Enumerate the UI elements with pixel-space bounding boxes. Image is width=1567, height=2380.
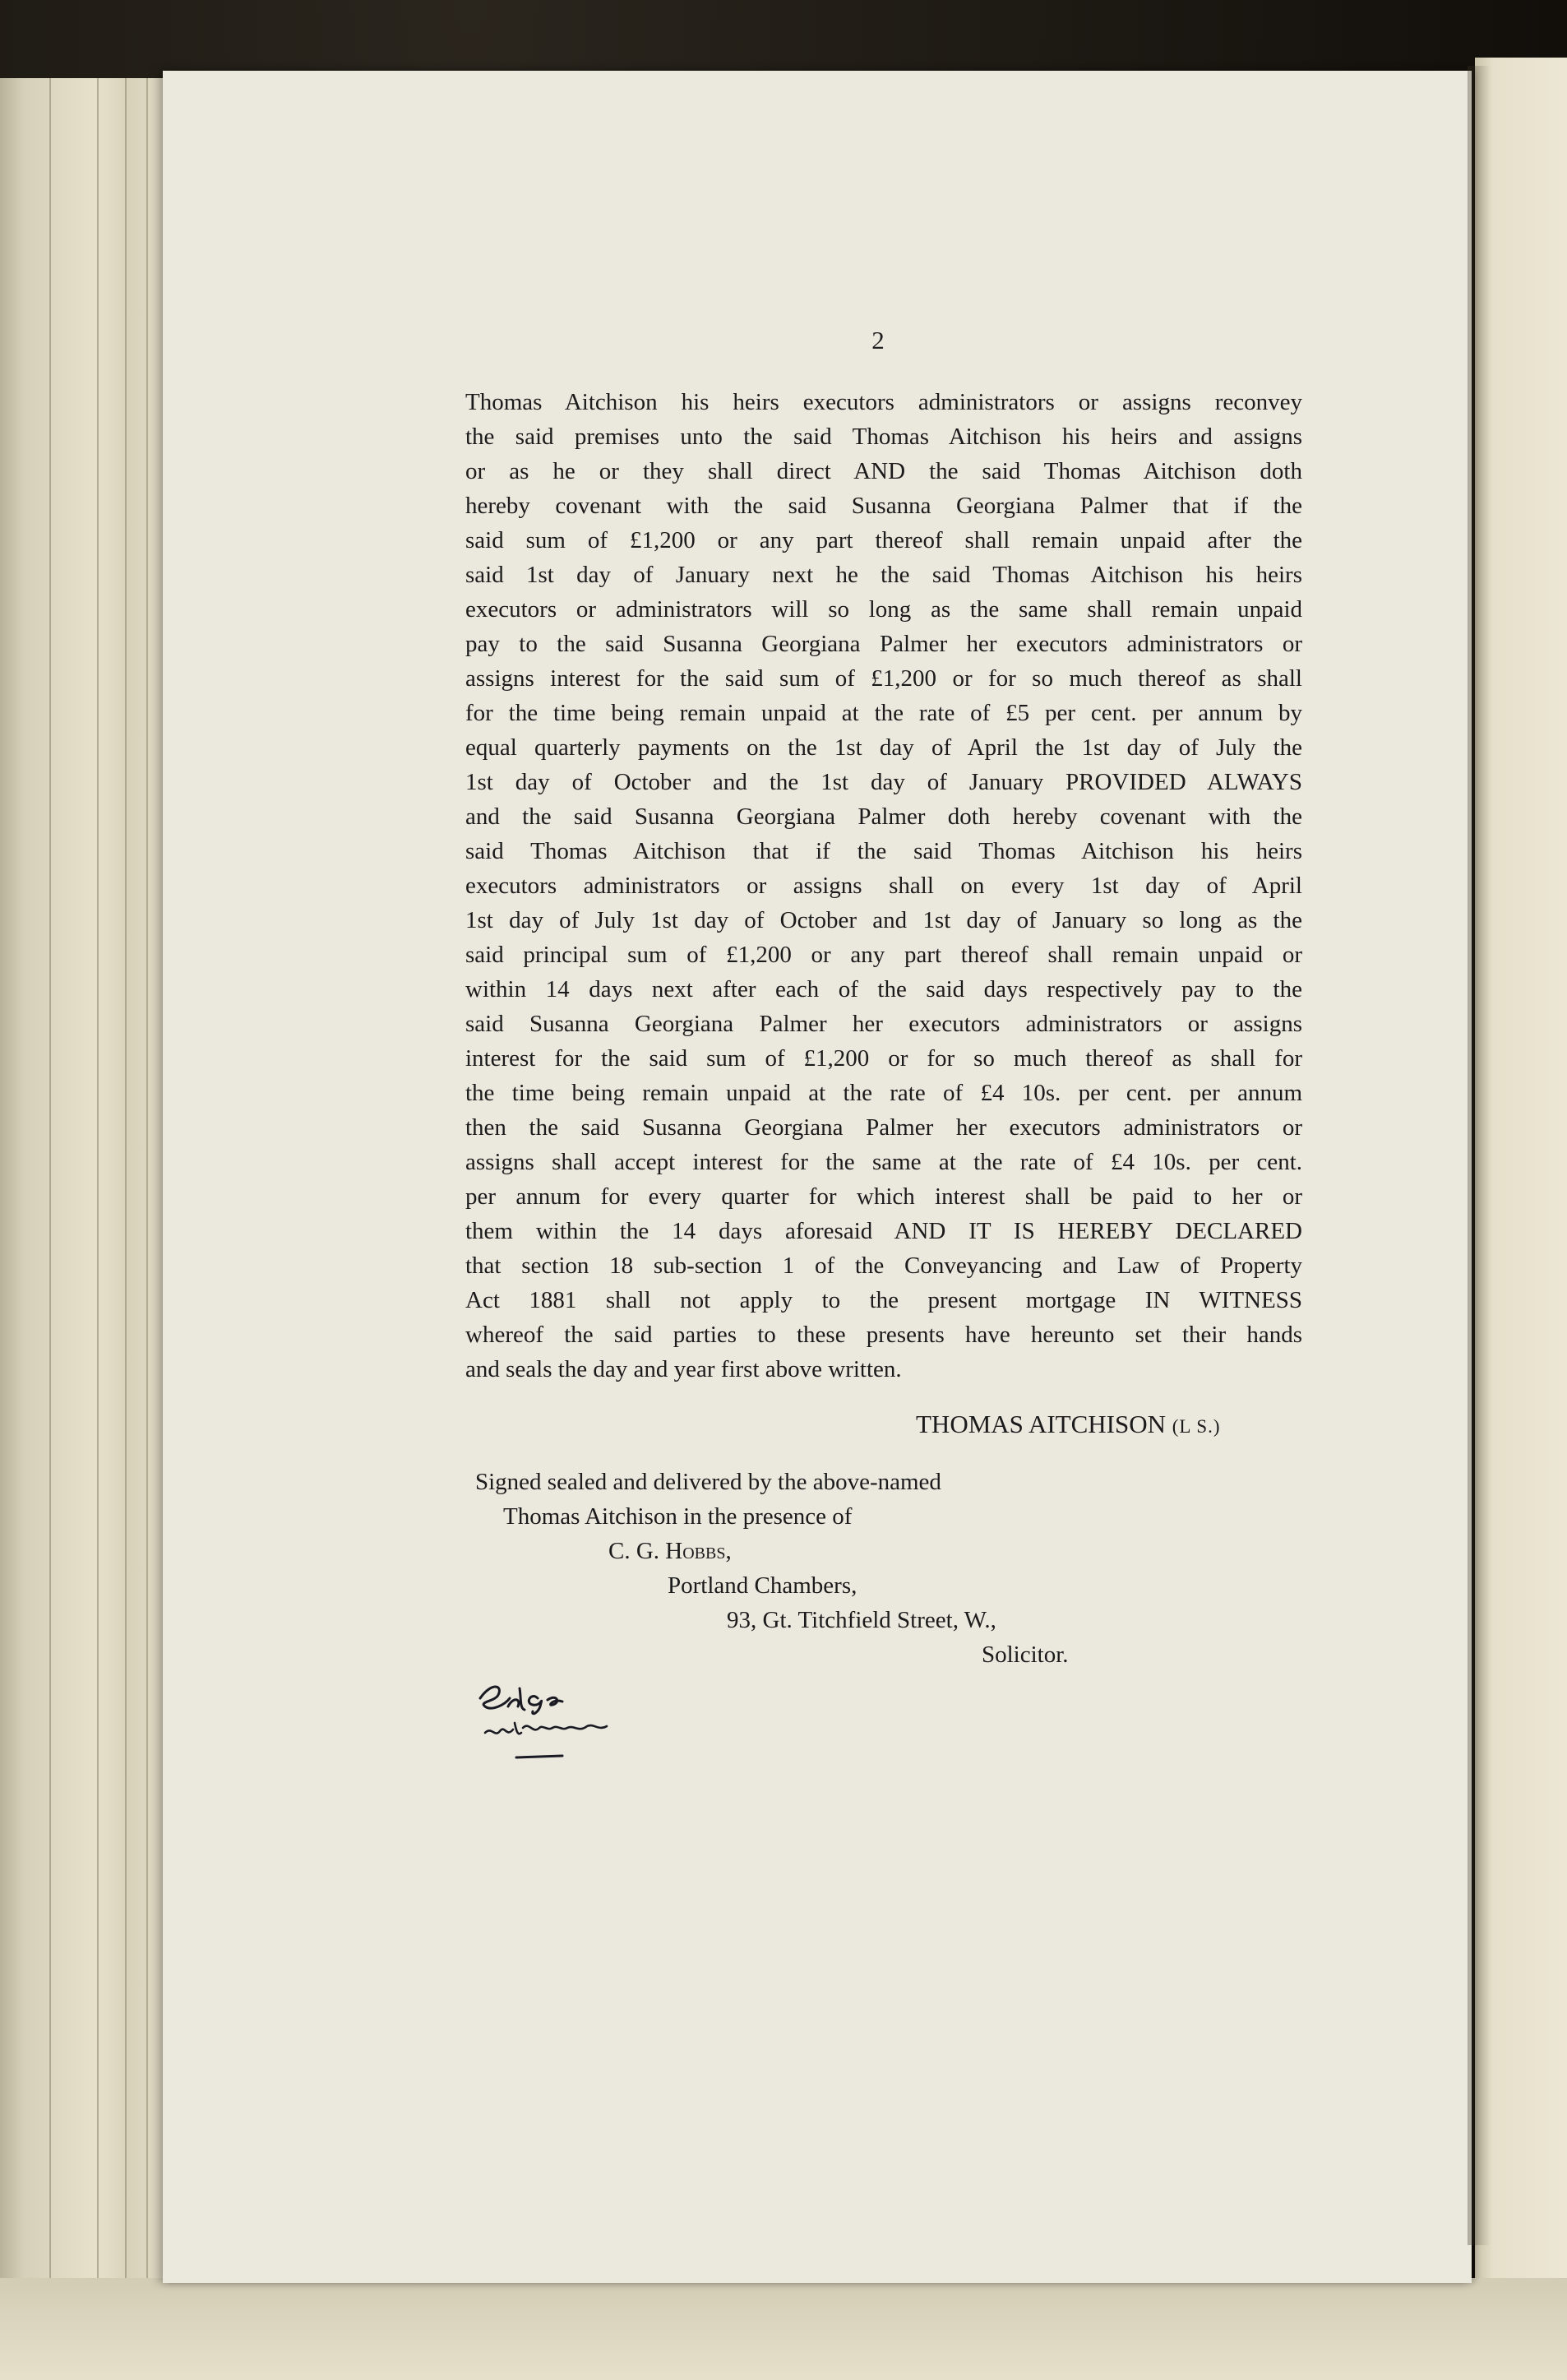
text-line: assigns interest for the said sum of £1,200 or for so much thereof as shall — [465, 665, 1302, 692]
witness-title: Solicitor. — [982, 1641, 1069, 1668]
text-line: said principal sum of £1,200 or any part thereof shall remain unpaid or — [465, 942, 1302, 968]
signatory-block — [916, 1410, 1221, 1439]
text-line: said Thomas Aitchison that if the said Thomas Aitchison his heirs — [465, 838, 1302, 864]
text-line: per annum for every quarter for which interest shall be paid to her or — [465, 1183, 1302, 1210]
page-edge-line — [125, 78, 127, 2299]
text-line: Thomas Aitchison his heirs executors administrators or assigns reconvey — [465, 389, 1302, 415]
page-edge-line — [146, 78, 148, 2299]
underlying-page-bottom — [0, 2278, 1567, 2380]
text-line: equal quarterly payments on the 1st day of April the 1st day of July the — [465, 734, 1302, 761]
text-line: the time being remain unpaid at the rate of £4 10s. per cent. per annum — [465, 1080, 1302, 1106]
signatory-name: THOMAS AITCHISON — [916, 1410, 1166, 1438]
page-number: 2 — [871, 326, 885, 354]
witness-address-line: Portland Chambers, — [668, 1572, 857, 1599]
text-line: said 1st day of January next he the said Thomas Aitchison his heirs — [465, 562, 1302, 588]
text-line: executors administrators or assigns shall on every 1st day of April — [465, 873, 1302, 899]
text-line: and the said Susanna Georgiana Palmer doth hereby covenant with the — [465, 803, 1302, 830]
deed-body-text — [465, 385, 1302, 1387]
text-line: pay to the said Susanna Georgiana Palmer her executors administrators or — [465, 631, 1302, 657]
text-line: 1st day of October and the 1st day of January PROVIDED ALWAYS — [465, 769, 1302, 795]
page-edge-line — [49, 78, 51, 2299]
text-line: for the time being remain unpaid at the rate of £5 per cent. per annum by — [465, 700, 1302, 726]
text-line: interest for the said sum of £1,200 or for so much thereof as shall for — [465, 1045, 1302, 1072]
text-line: the said premises unto the said Thomas Aitchison his heirs and assigns — [465, 424, 1302, 450]
page-edge-line — [97, 78, 99, 2299]
text-line: Act 1881 shall not apply to the present mortgage IN WITNESS — [465, 1287, 1302, 1313]
attestation-line: Signed sealed and delivered by the above-named — [475, 1469, 941, 1495]
text-line: hereby covenant with the said Susanna Georgiana Palmer that if the — [465, 493, 1302, 519]
gutter-shadow — [1468, 66, 1491, 2245]
witness-address-line: 93, Gt. Titchfield Street, W., — [727, 1607, 996, 1633]
text-line: then the said Susanna Georgiana Palmer her executors administrators or — [465, 1114, 1302, 1141]
handwritten-annotation — [467, 1674, 664, 1772]
handwritten-ink-icon — [467, 1674, 664, 1772]
text-line: assigns shall accept interest for the same at the rate of £4 10s. per cent. — [465, 1149, 1302, 1175]
seal-mark: (L S.) — [1172, 1416, 1221, 1437]
text-line: that section 18 sub-section 1 of the Conveyancing and Law of Property — [465, 1253, 1302, 1279]
text-line: or as he or they shall direct AND the said Thomas Aitchison doth — [465, 458, 1302, 484]
witness-name: C. G. Hobbs, — [608, 1538, 732, 1564]
text-line: them within the 14 days aforesaid AND IT IS HEREBY DECLARED — [465, 1218, 1302, 1244]
text-line: within 14 days next after each of the said days respectively pay to the — [465, 976, 1302, 1002]
text-line: executors or administrators will so long as the same shall remain unpaid — [465, 596, 1302, 623]
text-line: whereof the said parties to these presents have hereunto set their hands — [465, 1322, 1302, 1348]
text-line: said sum of £1,200 or any part thereof shall remain unpaid after the — [465, 527, 1302, 553]
attestation-line: Thomas Aitchison in the presence of — [503, 1503, 853, 1530]
text-line: 1st day of July 1st day of October and 1st day of January so long as the — [465, 907, 1302, 933]
text-line: said Susanna Georgiana Palmer her executors administrators or assigns — [465, 1011, 1302, 1037]
text-line: and seals the day and year first above written. — [465, 1356, 902, 1382]
